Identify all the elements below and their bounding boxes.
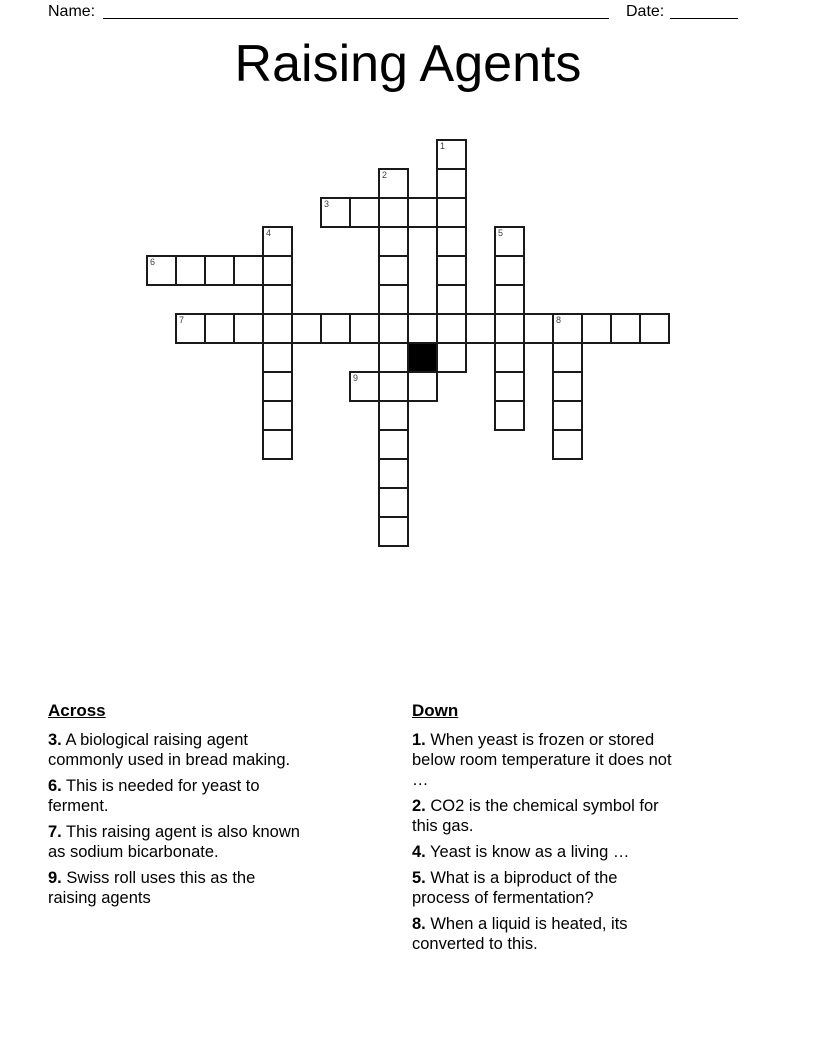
clue: 4. Yeast is know as a living … bbox=[412, 843, 630, 861]
clue: 6. This is needed for yeast to ferment. bbox=[48, 777, 260, 815]
grid-cell bbox=[378, 313, 409, 344]
grid-cell bbox=[262, 429, 293, 460]
cell-number: 5 bbox=[498, 228, 504, 238]
grid-cell bbox=[436, 197, 467, 228]
grid-cell bbox=[552, 313, 583, 344]
grid-cell bbox=[320, 197, 351, 228]
clue-number: 4. bbox=[412, 843, 426, 861]
grid-cell bbox=[146, 255, 177, 286]
grid-cell bbox=[407, 197, 438, 228]
grid-cell bbox=[407, 313, 438, 344]
grid-cell bbox=[378, 429, 409, 460]
cell-number: 4 bbox=[266, 228, 272, 238]
grid-cell bbox=[436, 313, 467, 344]
grid-cell bbox=[378, 487, 409, 518]
grid-cell bbox=[523, 313, 554, 344]
grid-cell bbox=[378, 516, 409, 547]
cell-number: 1 bbox=[440, 141, 446, 151]
grid-cell bbox=[436, 139, 467, 170]
grid-cell bbox=[378, 168, 409, 199]
grid-cell bbox=[204, 313, 235, 344]
name-label: Name: bbox=[48, 3, 96, 20]
grid-cell bbox=[349, 313, 380, 344]
black-cell bbox=[407, 342, 438, 373]
cell-number: 2 bbox=[382, 170, 388, 180]
grid-cell bbox=[581, 313, 612, 344]
down-clues-section bbox=[412, 701, 772, 960]
clue-number: 7. bbox=[48, 823, 62, 841]
grid-cell bbox=[436, 342, 467, 373]
clue: 5. What is a biproduct of the process of fermentation? bbox=[412, 869, 618, 907]
grid-cell bbox=[552, 400, 583, 431]
grid-cell bbox=[436, 226, 467, 257]
clue-number: 8. bbox=[412, 915, 426, 933]
clue-number: 5. bbox=[412, 869, 426, 887]
grid-cell bbox=[465, 313, 496, 344]
grid-cell bbox=[494, 342, 525, 373]
grid-cell bbox=[639, 313, 670, 344]
clue-number: 3. bbox=[48, 731, 62, 749]
grid-cell bbox=[378, 197, 409, 228]
clue: 8. When a liquid is heated, its converted to this. bbox=[412, 915, 628, 953]
grid-cell bbox=[233, 313, 264, 344]
grid-cell bbox=[262, 284, 293, 315]
grid-cell bbox=[262, 400, 293, 431]
grid-cell bbox=[494, 313, 525, 344]
grid-cell bbox=[349, 371, 380, 402]
down-heading: Down bbox=[412, 701, 459, 720]
across-heading: Across bbox=[48, 701, 106, 720]
grid-cell bbox=[262, 371, 293, 402]
clue-number: 1. bbox=[412, 731, 426, 749]
clue: 9. Swiss roll uses this as the raising agents bbox=[48, 869, 256, 907]
clue-number: 6. bbox=[48, 777, 62, 795]
across-clue-list bbox=[48, 730, 408, 908]
grid-cell bbox=[378, 226, 409, 257]
grid-cell bbox=[262, 255, 293, 286]
clue-number: 9. bbox=[48, 869, 62, 887]
grid-cell bbox=[436, 255, 467, 286]
cell-number: 9 bbox=[353, 373, 359, 383]
grid-cell bbox=[552, 371, 583, 402]
grid-cell bbox=[494, 371, 525, 402]
grid-cell bbox=[494, 255, 525, 286]
cell-number: 3 bbox=[324, 199, 330, 209]
grid-cell bbox=[291, 313, 322, 344]
grid-cell bbox=[494, 400, 525, 431]
clue: 2. CO2 is the chemical symbol for this gas. bbox=[412, 797, 659, 835]
clue: 1. When yeast is frozen or stored below room temperature it does not … bbox=[412, 731, 672, 789]
date-label: Date: bbox=[626, 3, 665, 20]
grid-cell bbox=[175, 255, 206, 286]
grid-cell bbox=[262, 313, 293, 344]
grid-cell bbox=[204, 255, 235, 286]
date-fill-line bbox=[670, 0, 738, 19]
grid-cell bbox=[407, 371, 438, 402]
cell-number: 7 bbox=[179, 315, 185, 325]
cell-number: 8 bbox=[556, 315, 562, 325]
grid-cell bbox=[378, 458, 409, 489]
grid-cell bbox=[494, 284, 525, 315]
clue: 7. This raising agent is also known as sodium bicarbonate. bbox=[48, 823, 300, 861]
name-fill-line bbox=[103, 0, 609, 19]
clue: 3. A biological raising agent commonly used in bread making. bbox=[48, 731, 291, 769]
grid-cell bbox=[378, 371, 409, 402]
clue-number: 2. bbox=[412, 797, 426, 815]
cell-number: 6 bbox=[150, 257, 156, 267]
grid-cell bbox=[378, 284, 409, 315]
grid-cell bbox=[436, 168, 467, 199]
grid-cell bbox=[320, 313, 351, 344]
crossword-grid bbox=[146, 139, 670, 547]
grid-cell bbox=[552, 429, 583, 460]
across-clues-section bbox=[48, 701, 408, 914]
grid-cell bbox=[349, 197, 380, 228]
grid-cell bbox=[262, 226, 293, 257]
grid-cell bbox=[378, 342, 409, 373]
grid-cell bbox=[494, 226, 525, 257]
grid-cell bbox=[436, 284, 467, 315]
grid-cell bbox=[378, 400, 409, 431]
down-clue-list bbox=[412, 730, 772, 954]
grid-cell bbox=[262, 342, 293, 373]
grid-cell bbox=[610, 313, 641, 344]
page-title: Raising Agents bbox=[234, 35, 582, 93]
grid-cell bbox=[378, 255, 409, 286]
grid-cell bbox=[552, 342, 583, 373]
grid-cell bbox=[175, 313, 206, 344]
grid-cell bbox=[233, 255, 264, 286]
